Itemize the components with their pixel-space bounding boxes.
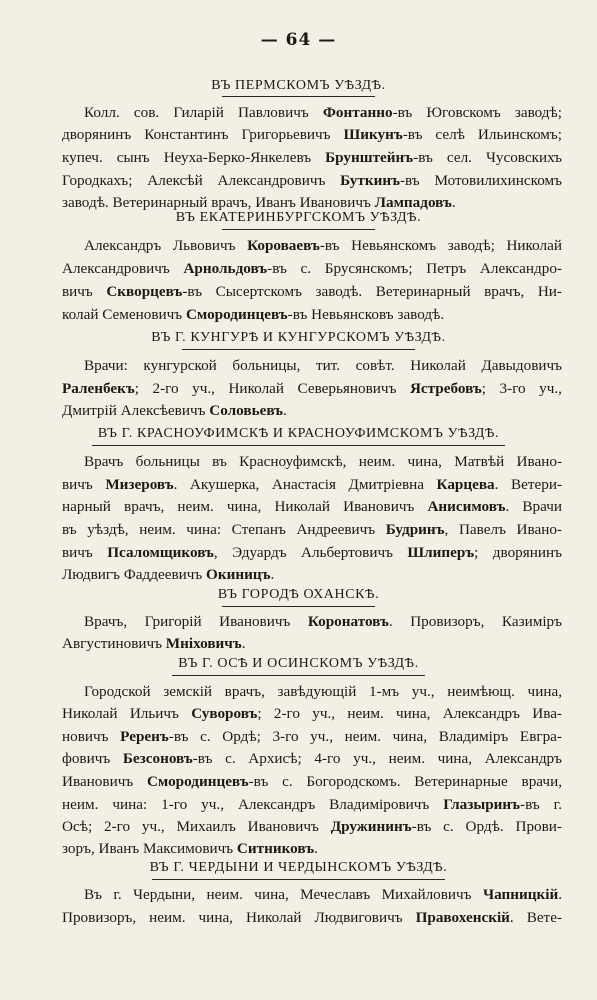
- person-surname: Фонтанно: [322, 104, 393, 121]
- section-heading-okhansk: ВЪ ГОРОДѢ ОХАНСКѢ.: [217, 587, 380, 602]
- section-heading-cherdyn: ВЪ Г. ЧЕРДЫНИ И ЧЕРДЫНСКОМЪ УѢЗДѢ.: [149, 860, 448, 875]
- heading-rule: [222, 96, 375, 97]
- person-surname: Ястребовъ: [409, 380, 482, 397]
- text-line: заводѣ. Ветеринарный врачъ, Иванъ Ивановичъ Лампадовъ.: [62, 194, 456, 211]
- person-surname: Буткинъ: [340, 172, 400, 189]
- text-line: Августиновичъ Мнiховичъ.: [62, 635, 246, 652]
- section-heading-krasnoufimsk: ВЪ Г. КРАСНОУФИМСКѢ И КРАСНОУФИМСКОМЪ УѢЗДѢ.: [97, 426, 500, 441]
- person-surname: Реренъ: [120, 728, 169, 745]
- text-line: зоръ, Иванъ Максимовичъ Ситниковъ.: [62, 840, 318, 857]
- person-surname: Псаломщиковъ: [107, 544, 214, 561]
- text-line: Городкахъ; Алексѣй Александровичъ Буткинъ-въ Мотовилихинскомъ: [62, 172, 562, 189]
- text-line: Городской земскій врачъ, завѣдующій 1-мъ уч., неимѣющ. чина,: [84, 683, 562, 700]
- text-line: Ивановичъ Смородинцевъ-въ с. Богородскомъ. Ветеринарные врачи,: [62, 773, 562, 790]
- person-surname: Брунштейнъ: [325, 149, 414, 166]
- person-surname: Раленбекъ: [62, 380, 135, 397]
- text-line: Людвигъ Фаддеевичъ Окиницъ.: [62, 566, 275, 583]
- person-surname: Шлиперъ: [407, 544, 475, 561]
- person-surname: Безсоновъ: [122, 750, 193, 767]
- text-line: Николай Ильичъ Суворовъ; 2-го уч., неим. чина, Александръ Ива-: [62, 705, 562, 722]
- person-surname: Смородинцевъ: [146, 773, 249, 790]
- person-surname: Арнольдовъ: [183, 260, 268, 277]
- text-line: Врачъ, Григорій Ивановичъ Коронатовъ. Провизоръ, Казиміръ: [84, 613, 562, 630]
- person-surname: Коронатовъ: [307, 613, 389, 630]
- text-line: Въ г. Чердыни, неим. чина, Мечеславъ Михайловичъ Чапницкій.: [84, 886, 562, 903]
- text-line: нарный врачъ, неим. чина, Николай Ивановичъ Анисимовъ. Врачи: [62, 498, 562, 515]
- person-surname: Ситниковъ: [236, 840, 315, 857]
- text-line: новичъ Реренъ-въ с. Ордѣ; 3-го уч., неим. чина, Владиміръ Евгра-: [62, 728, 562, 745]
- person-surname: Глазыринъ: [443, 796, 521, 813]
- text-line: Колл. сов. Гиларій Павловичъ Фонтанно-въ Юговскомъ заводѣ;: [84, 104, 562, 121]
- text-line: Врачи: кунгурской больницы, тит. совѣт. Николай Давыдовичъ: [84, 357, 562, 374]
- person-surname: Анисимовъ: [427, 498, 506, 515]
- person-surname: Лампадовъ: [374, 194, 452, 211]
- person-surname: Карцева: [436, 476, 495, 493]
- text-line: въ уѣздѣ, неим. чина: Степанъ Андреевичъ Будринъ, Павелъ Ивано-: [62, 521, 562, 538]
- person-surname: Мизеровъ: [105, 476, 174, 493]
- text-line: дворянинъ Константинъ Григорьевичъ Шикунъ-въ селѣ Ильинскомъ;: [62, 126, 562, 143]
- text-line: Раленбекъ; 2-го уч., Николай Северьяновичъ Ястребовъ; 3-го уч.,: [62, 380, 562, 397]
- person-surname: Скворцевъ: [106, 283, 183, 300]
- person-surname: Мнiховичъ: [165, 635, 242, 652]
- text-line: вичъ Псаломщиковъ, Эдуардъ Альбертовичъ Шлиперъ; дворянинъ: [62, 544, 562, 561]
- heading-rule: [222, 229, 375, 230]
- text-line: Александровичъ Арнольдовъ-въ с. Брусянскомъ; Петръ Александро-: [62, 260, 562, 277]
- page-number: — 64 —: [260, 30, 337, 50]
- heading-rule: [152, 879, 445, 880]
- text-line: Осѣ; 2-го уч., Михаилъ Ивановичъ Дружининъ-въ с. Ордѣ. Прови-: [62, 818, 562, 835]
- text-line: неим. чина: 1-го уч., Александръ Владиміровичъ Глазыринъ-въ г.: [62, 796, 562, 813]
- person-surname: Соловьевъ: [209, 402, 284, 419]
- person-surname: Короваевъ: [247, 237, 320, 254]
- heading-rule: [182, 349, 415, 350]
- person-surname: Будринъ: [385, 521, 445, 538]
- text-line: Дмитрій Алексѣевичъ Соловьевъ.: [62, 402, 287, 419]
- person-surname: Шикунъ: [343, 126, 403, 143]
- text-line: колай Семеновичъ Смородинцевъ-въ Невьянсковъ заводѣ.: [62, 306, 445, 323]
- person-surname: Смородинцевъ: [185, 306, 288, 323]
- section-heading-osa: ВЪ Г. ОСѢ И ОСИНСКОМЪ УѢЗДѢ.: [178, 656, 419, 671]
- person-surname: Суворовъ: [191, 705, 258, 722]
- person-surname: Дружининъ: [330, 818, 412, 835]
- text-line: фовичъ Безсоновъ-въ с. Архисѣ; 4-го уч., неим. чина, Александръ: [62, 750, 562, 767]
- person-surname: Окиницъ: [206, 566, 271, 583]
- heading-rule: [92, 445, 505, 446]
- person-surname: Правохенскій: [415, 909, 510, 926]
- text-line: Врачъ больницы въ Красноуфимскѣ, неим. чина, Матвѣй Ивано-: [84, 453, 562, 470]
- text-line: вичъ Мизеровъ. Акушерка, Анастасія Дмитріевна Карцева. Ветери-: [62, 476, 562, 493]
- text-line: купеч. сынъ Неуха-Берко-Янкелевъ Брунштейнъ-въ сел. Чусовскихъ: [62, 149, 562, 166]
- person-surname: Чапницкій: [482, 886, 559, 903]
- section-heading-ekaterinburg: ВЪ ЕКАТЕРИНБУРГСКОМЪ УѢЗДѢ.: [175, 210, 422, 225]
- text-line: Провизоръ, неим. чина, Николай Людвиговичъ Правохенскій. Вете-: [62, 909, 562, 926]
- text-line: Александръ Львовичъ Короваевъ-въ Невьянскомъ заводѣ; Николай: [84, 237, 562, 254]
- text-line: вичъ Скворцевъ-въ Сысертскомъ заводѣ. Ветеринарный врачъ, Ни-: [62, 283, 562, 300]
- heading-rule: [222, 606, 375, 607]
- section-heading-perm: ВЪ ПЕРМСКОМЪ УѢЗДѢ.: [211, 78, 386, 93]
- heading-rule: [172, 675, 425, 676]
- section-heading-kungur: ВЪ Г. КУНГУРѢ И КУНГУРСКОМЪ УѢЗДѢ.: [151, 330, 446, 345]
